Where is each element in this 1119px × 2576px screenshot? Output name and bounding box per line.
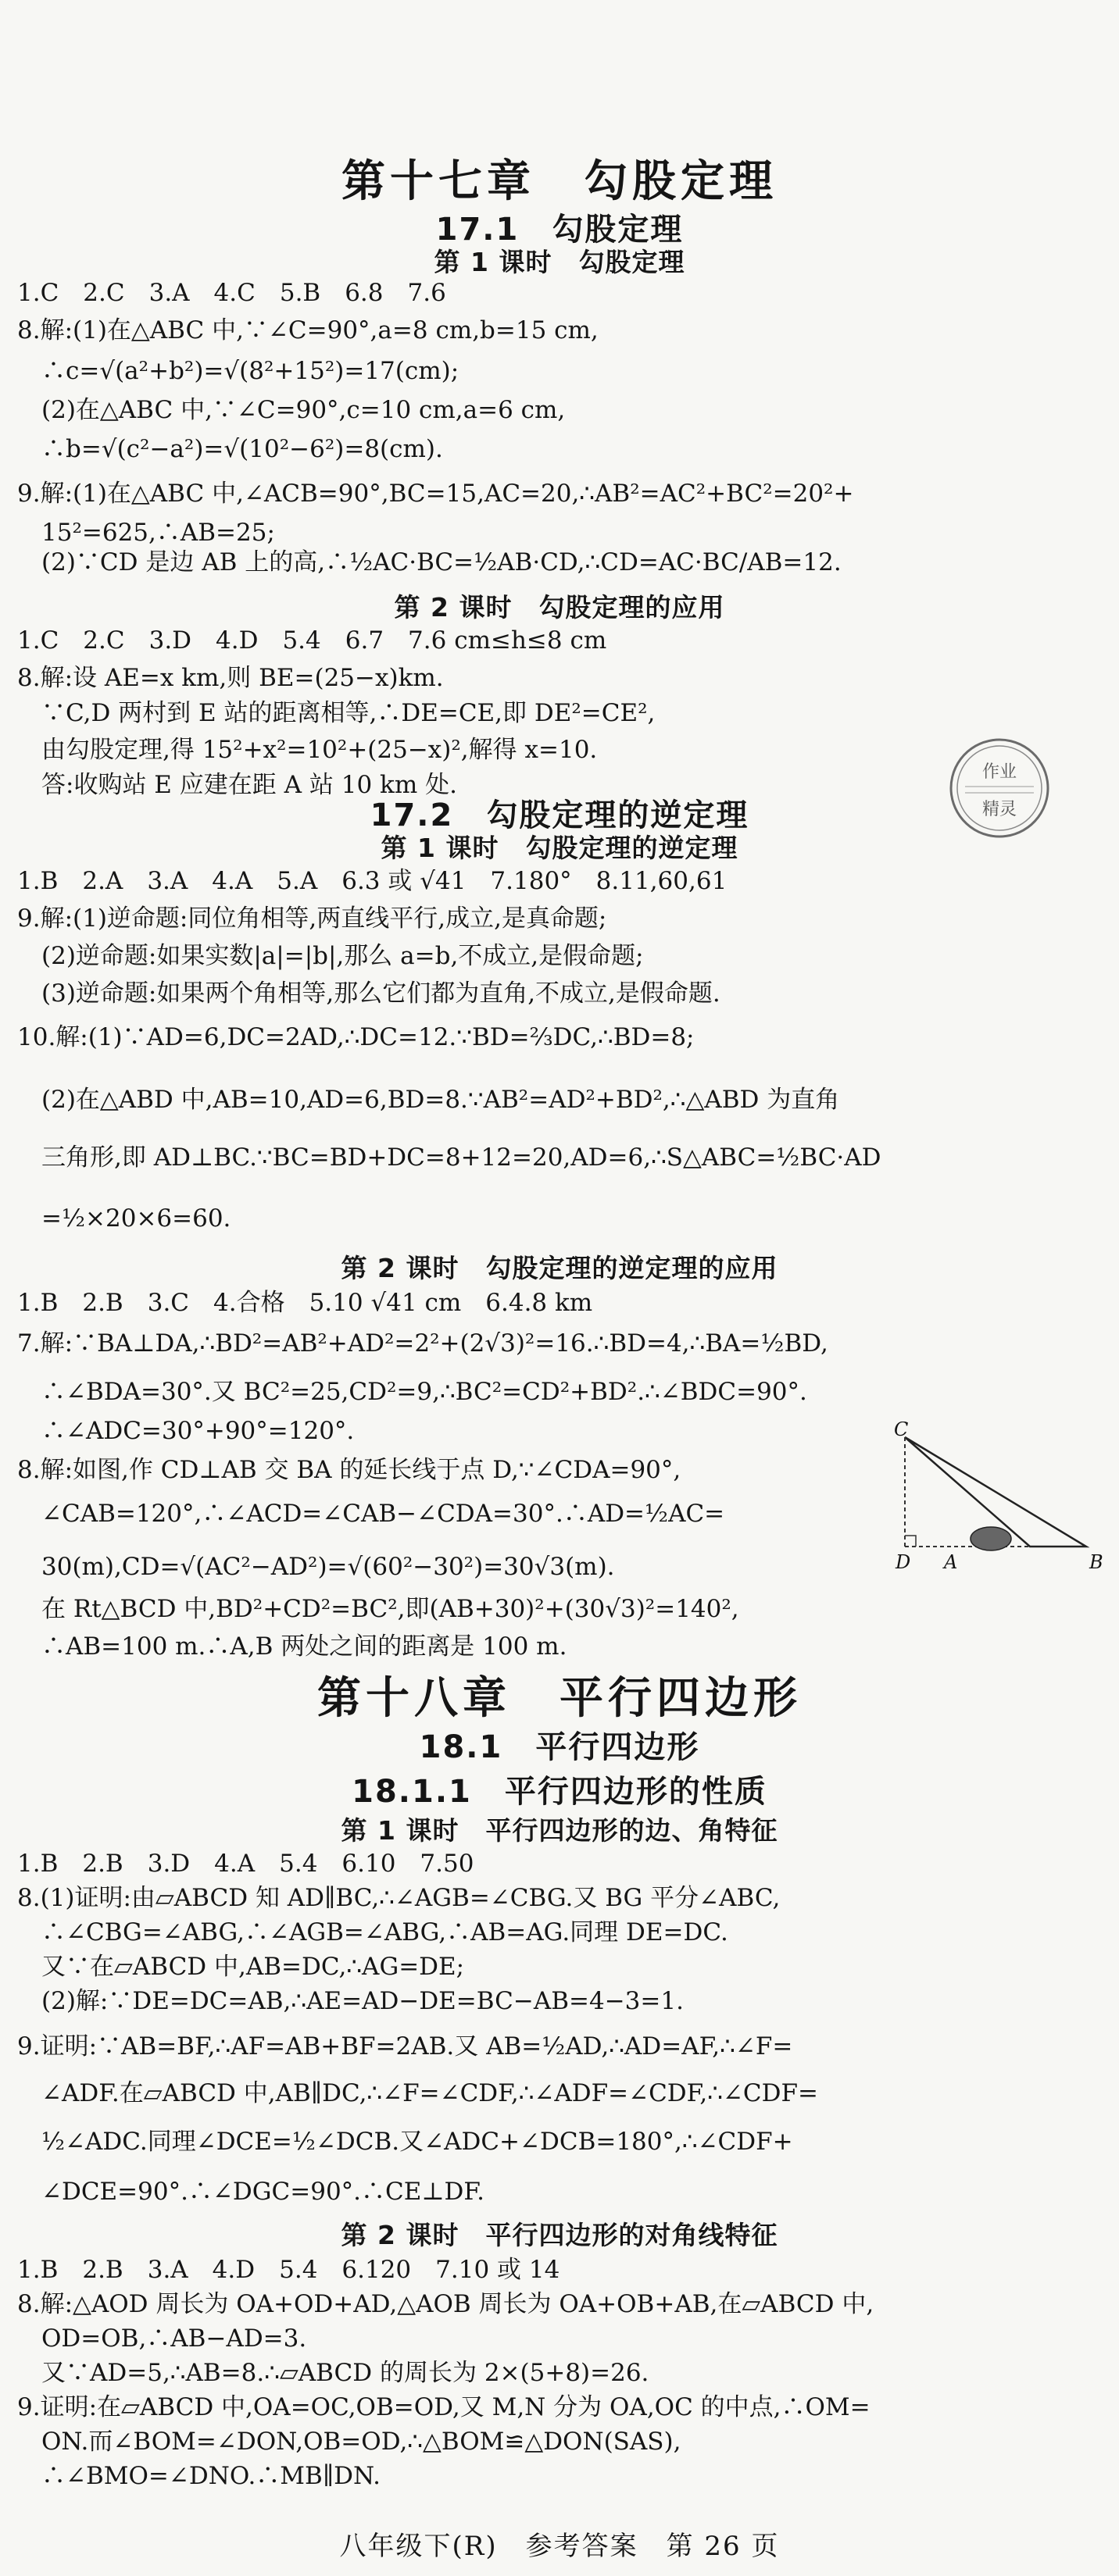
answer-line: 9.证明:∵AB=BF,∴AF=AB+BF=2AB.又 AB=½AD,∴AD=AF,∴∠F= bbox=[17, 2032, 793, 2060]
answer-line: ∴c=√(a²+b²)=√(8²+15²)=17(cm); bbox=[17, 357, 459, 385]
answer-line: ∴AB=100 m.∴A,B 两处之间的距离是 100 m. bbox=[17, 1632, 567, 1661]
answer-line: (3)逆命题:如果两个角相等,那么它们都为直角,不成立,是假命题. bbox=[17, 979, 720, 1008]
lesson-18-1-1-title: 第 1 课时 平行四边形的边、角特征 bbox=[341, 1815, 778, 1846]
triangle-diagram bbox=[881, 1422, 1108, 1578]
answer-line: 1.B 2.A 3.A 4.A 5.A 6.3 或 √41 7.180° 8.11,60,61 bbox=[17, 867, 728, 895]
answer-line: (2)∵CD 是边 AB 上的高,∴½AC·BC=½AB·CD,∴CD=AC·BC/AB=12. bbox=[17, 548, 842, 576]
answer-line: 10.解:(1)∵AD=6,DC=2AD,∴DC=12.∵BD=⅔DC,∴BD=8; bbox=[17, 1023, 695, 1051]
answer-line: ∴b=√(c²−a²)=√(10²−6²)=8(cm). bbox=[17, 435, 443, 463]
answer-line: (2)在△ABC 中,∵∠C=90°,c=10 cm,a=6 cm, bbox=[17, 396, 566, 424]
answer-line: 9.解:(1)逆命题:同位角相等,两直线平行,成立,是真命题; bbox=[17, 904, 607, 933]
answer-line: ∴∠CBG=∠ABG,∴∠AGB=∠ABG,∴AB=AG.同理 DE=DC. bbox=[17, 1918, 728, 1946]
answer-line: 三角形,即 AD⊥BC.∵BC=BD+DC=8+12=20,AD=6,∴S△ABC=½BC·AD bbox=[17, 1144, 881, 1172]
lesson-17-2-2-title: 第 2 课时 勾股定理的逆定理的应用 bbox=[341, 1253, 778, 1283]
answer-line: 1.B 2.B 3.A 4.D 5.4 6.120 7.10 或 14 bbox=[17, 2256, 560, 2284]
lesson-17-1-1-title: 第 1 课时 勾股定理 bbox=[434, 247, 685, 277]
lesson-18-1-2-title: 第 2 课时 平行四边形的对角线特征 bbox=[341, 2220, 778, 2250]
answer-line: 由勾股定理,得 15²+x²=10²+(25−x)²,解得 x=10. bbox=[17, 736, 598, 764]
label-c: C bbox=[894, 1422, 909, 1440]
right-angle-mark bbox=[905, 1536, 916, 1547]
answer-line: 9.解:(1)在△ABC 中,∠ACB=90°,BC=15,AC=20,∴AB²=AC²+BC²=20²+ bbox=[17, 480, 854, 508]
answer-line: 又∵AD=5,∴AB=8.∴▱ABCD 的周长为 2×(5+8)=26. bbox=[17, 2359, 649, 2387]
answer-line: 30(m),CD=√(AC²−AD²)=√(60²−30²)=30√3(m). bbox=[17, 1553, 615, 1581]
page-footer: 八年级下(R) 参考答案 第 26 页 bbox=[339, 2531, 780, 2562]
answer-line: 8.解:如图,作 CD⊥AB 交 BA 的延长线于点 D,∵∠CDA=90°, bbox=[17, 1456, 681, 1484]
answer-line: 1.C 2.C 3.D 4.D 5.4 6.7 7.6 cm≤h≤8 cm bbox=[17, 626, 607, 655]
answer-line: (2)逆命题:如果实数|a|=|b|,那么 a=b,不成立,是假命题; bbox=[17, 942, 644, 970]
answer-line: OD=OB,∴AB−AD=3. bbox=[17, 2324, 307, 2353]
section-17-2-title: 17.2 勾股定理的逆定理 bbox=[370, 797, 749, 833]
answer-line: 15²=625,∴AB=25; bbox=[17, 519, 275, 547]
subsection-18-1-1-title: 18.1.1 平行四边形的性质 bbox=[352, 1774, 767, 1810]
answer-line: ∵C,D 两村到 E 站的距离相等,∴DE=CE,即 DE²=CE², bbox=[17, 699, 656, 727]
answer-line: 8.解:(1)在△ABC 中,∵∠C=90°,a=8 cm,b=15 cm, bbox=[17, 316, 599, 344]
answer-line: 7.解:∵BA⊥DA,∴BD²=AB²+AD²=2²+(2√3)²=16.∴BD=4,∴BA=½BD, bbox=[17, 1329, 828, 1358]
answer-line: 在 Rt△BCD 中,BD²+CD²=BC²,即(AB+30)²+(30√3)²=140², bbox=[17, 1595, 739, 1623]
chapter-18-title: 第十八章 平行四边形 bbox=[317, 1673, 802, 1724]
pond-shape bbox=[971, 1527, 1011, 1550]
label-b: B bbox=[1089, 1551, 1103, 1573]
section-18-1-title: 18.1 平行四边形 bbox=[419, 1729, 700, 1765]
label-d: D bbox=[896, 1551, 911, 1573]
lesson-17-2-1-title: 第 1 课时 勾股定理的逆定理 bbox=[381, 833, 738, 863]
answer-line: 1.B 2.B 3.C 4.合格 5.10 √41 cm 6.4.8 km bbox=[17, 1289, 593, 1317]
answer-line: (2)在△ABD 中,AB=10,AD=6,BD=8.∵AB²=AD²+BD²,∴△ABD 为直角 bbox=[17, 1086, 840, 1114]
section-17-1-title: 17.1 勾股定理 bbox=[435, 212, 684, 248]
stamp-text-bottom: 精灵 bbox=[981, 800, 1017, 819]
answer-line: ∠ADF.在▱ABCD 中,AB∥DC,∴∠F=∠CDF,∴∠ADF=∠CDF,∴∠CDF= bbox=[17, 2079, 818, 2107]
answer-line: 8.解:△AOD 周长为 OA+OD+AD,△AOB 周长为 OA+OB+AB,在▱ABCD 中, bbox=[17, 2290, 874, 2318]
stamp-text-top: 作业 bbox=[981, 762, 1017, 782]
answer-line: 1.C 2.C 3.A 4.C 5.B 6.8 7.6 bbox=[17, 279, 446, 307]
answer-line: 1.B 2.B 3.D 4.A 5.4 6.10 7.50 bbox=[17, 1850, 474, 1878]
answer-line: ON.而∠BOM=∠DON,OB=OD,∴△BOM≌△DON(SAS), bbox=[17, 2428, 681, 2456]
chapter-17-title: 第十七章 勾股定理 bbox=[341, 156, 778, 207]
answer-line: 8.解:设 AE=x km,则 BE=(25−x)km. bbox=[17, 664, 444, 692]
answer-line: =½×20×6=60. bbox=[17, 1204, 231, 1233]
answer-line: ∠DCE=90°.∴∠DGC=90°.∴CE⊥DF. bbox=[17, 2178, 484, 2206]
answer-line: ∴∠BMO=∠DNO.∴MB∥DN. bbox=[17, 2462, 381, 2490]
answer-line: 答:收购站 E 应建在距 A 站 10 km 处. bbox=[17, 771, 457, 799]
answer-line: ∠CAB=120°,∴∠ACD=∠CAB−∠CDA=30°.∴AD=½AC= bbox=[17, 1500, 725, 1528]
answer-line: 9.证明:在▱ABCD 中,OA=OC,OB=OD,又 M,N 分为 OA,OC 的中点,∴OM= bbox=[17, 2393, 871, 2421]
answer-line: (2)解:∵DE=DC=AB,∴AE=AD−DE=BC−AB=4−3=1. bbox=[17, 1987, 684, 2015]
answer-line: 又∵在▱ABCD 中,AB=DC,∴AG=DE; bbox=[17, 1953, 465, 1981]
answer-line: 8.(1)证明:由▱ABCD 知 AD∥BC,∴∠AGB=∠CBG.又 BG 平分∠ABC, bbox=[17, 1884, 781, 1912]
label-a: A bbox=[944, 1551, 958, 1573]
answer-line: ∴∠BDA=30°.又 BC²=25,CD²=9,∴BC²=CD²+BD².∴∠BDC=90°. bbox=[17, 1378, 807, 1406]
answer-line: ½∠ADC.同理∠DCE=½∠DCB.又∠ADC+∠DCB=180°,∴∠CDF+ bbox=[17, 2128, 793, 2156]
lesson-17-1-2-title: 第 2 课时 勾股定理的应用 bbox=[394, 592, 725, 623]
answer-line: ∴∠ADC=30°+90°=120°. bbox=[17, 1417, 355, 1445]
